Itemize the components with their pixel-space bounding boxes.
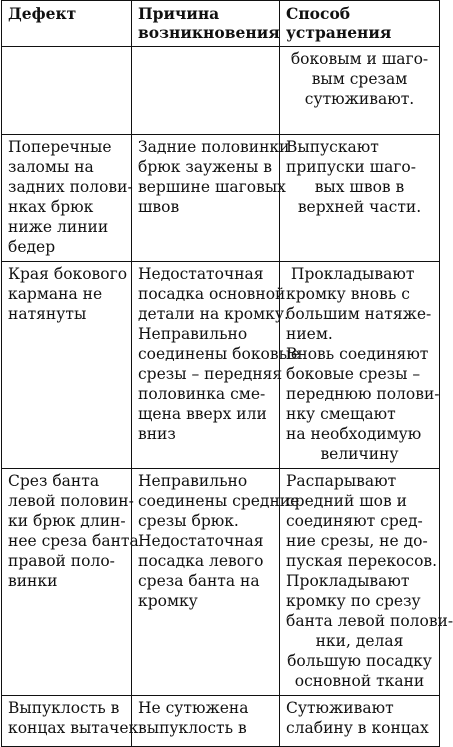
cell-line: вым срезам [311,70,408,88]
cell-line: Выпускают [286,138,379,156]
fix-cell [280,696,440,747]
cell-line: Задние половинки [138,138,290,156]
cell-line: Поперечные [8,138,112,156]
cell-line: задних полови- [8,178,133,196]
cell-line: ние срезы, не до- [286,532,428,550]
cell-line: кромку [138,592,198,610]
cell-line: Недостаточная [138,532,264,550]
header-cause [132,1,280,47]
cell-line: среза банта на [138,572,260,590]
header-line: Дефект [8,4,77,23]
cell-line: нием. [286,325,333,343]
table-header-row [2,1,440,47]
cell-line: кромку вновь с [286,285,410,303]
cell-line: пуская перекосов. [286,552,438,570]
cell-line: боковым и шаго- [290,50,429,68]
header-line: Причина [138,4,220,23]
cell-line: Распарывают [286,472,397,490]
header-line: устранения [286,23,392,42]
defect-cell [2,135,132,262]
cell-line: швов [138,198,180,216]
cell-line: срезы – передняя [138,365,283,383]
cell-line: соединены боковые [138,345,301,363]
cell-line: правой поло- [8,552,115,570]
table-row [2,262,440,469]
cell-line: Края бокового [8,265,128,283]
cell-line: Прокладывают [286,265,415,283]
cell-line: половинка сме- [138,385,266,403]
defect-cell [2,262,132,469]
cell-line: нки, делая [315,632,404,650]
cell-line: детали на кромку. [138,305,289,323]
table-row [2,469,440,696]
cause-cell [132,47,280,135]
defects-table [1,0,453,747]
cause-cell [132,696,280,747]
fix-cell [280,262,440,469]
cell-line: сутюживают. [304,90,415,108]
table-row [2,696,440,747]
cell-line: боковые срезы – [286,365,421,383]
cell-line: щена вверх или [138,405,267,423]
cell-line: Неправильно [138,472,248,490]
cell-line: ки брюк длин- [8,512,126,530]
cell-line: Выпуклость в [8,699,120,717]
cell-line: кармана не [8,285,103,303]
cell-line: Неправильно [138,325,248,343]
cell-line: банта левой полови- [286,612,453,630]
fix-cell [280,135,440,262]
cell-line: Срез банта [8,472,100,490]
cell-line: кромку по срезу [286,592,421,610]
cell-line: нку смещают [286,405,396,423]
cell-line: вершине шаговых [138,178,286,196]
cell-line: верхней части. [297,198,422,216]
cell-line: ниже линии [8,218,109,236]
cell-line: выпуклость в [138,719,247,737]
cell-line: слабину в концах [286,719,429,737]
cell-line: соединены средние [138,492,300,510]
cell-line: Сутюживают [286,699,394,717]
cell-line: большим натяже- [286,305,432,323]
header-fix [280,1,440,47]
cell-line: Вновь соединяют [286,345,429,363]
cell-line: Недостаточная [138,265,264,283]
table-row [2,47,440,135]
cause-cell [132,262,301,469]
defect-cell [2,47,132,135]
header-line: возникновения [138,23,280,42]
defect-cell [2,696,139,747]
cell-line: переднюю полови- [286,385,440,403]
cell-line: соединяют сред- [286,512,423,530]
cell-line: концах вытачек [8,719,139,737]
cause-cell [132,135,290,262]
cell-line: вых швов в [314,178,405,196]
cell-line: вниз [138,425,176,443]
cell-line: Не сутюжена [138,699,249,717]
fix-cell [280,47,440,135]
defect-cell [2,469,139,696]
cell-line: срезы брюк. [138,512,239,530]
cell-line: натянуты [8,305,87,323]
cell-line: основной ткани [294,672,425,690]
cell-line: брюк заужены в [138,158,272,176]
cell-line: средний шов и [286,492,407,510]
cell-line: посадка основной [138,285,286,303]
cell-line: левой половин- [8,492,134,510]
cell-line: заломы на [8,158,94,176]
cell-line: Прокладывают [286,572,410,590]
cell-line: бедер [8,238,56,256]
cell-line: величину [320,445,399,463]
cell-line: нее среза банта [8,532,139,550]
table-row [2,135,440,262]
cause-cell [132,469,300,696]
header-line: Способ [286,4,351,23]
cell-line: большую посадку [287,652,432,670]
cell-line: на необходимую [286,425,422,443]
cell-line: посадка левого [138,552,264,570]
cell-line: винки [8,572,58,590]
header-defect [2,1,132,47]
cell-line: нках брюк [8,198,94,216]
fix-cell [280,469,453,696]
cell-line: припуски шаго- [286,158,417,176]
